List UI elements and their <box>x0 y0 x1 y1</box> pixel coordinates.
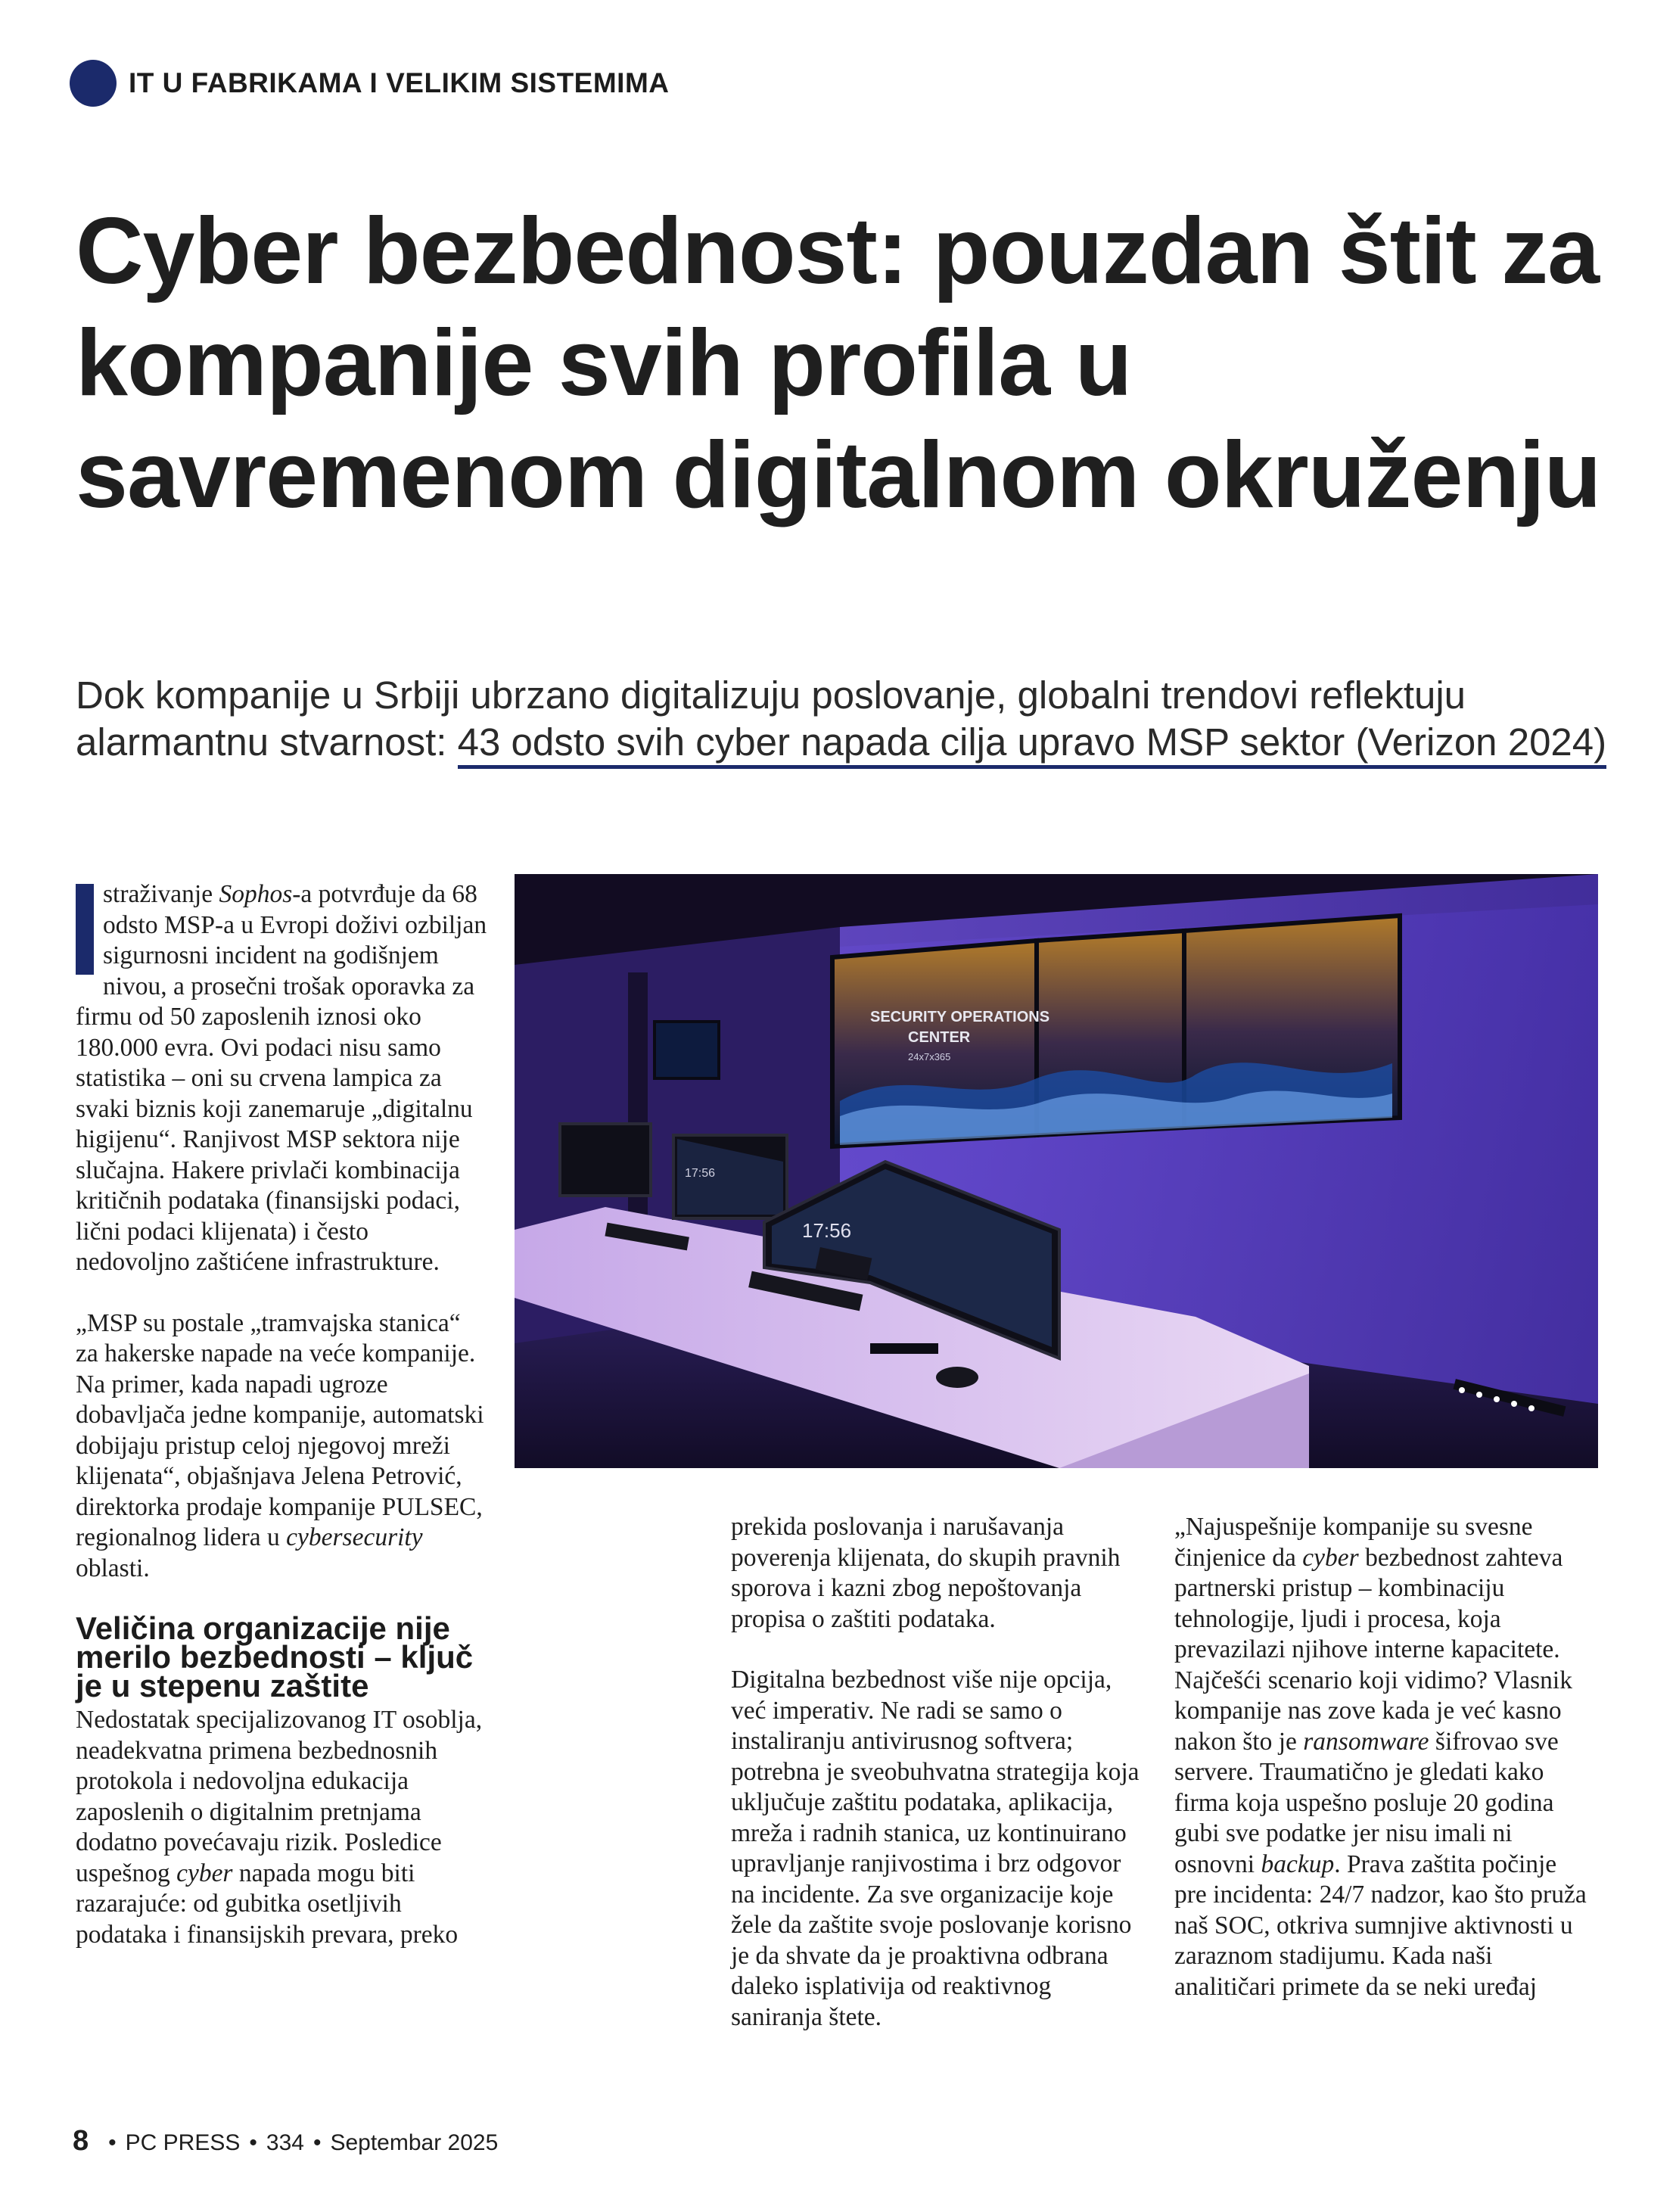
col1-paragraph-1 <box>76 879 488 1278</box>
col1-p3-emphasis: cyber <box>176 1859 233 1887</box>
monitor-time-small: 17:56 <box>685 1167 716 1180</box>
col2-paragraph-1: prekida poslovanja i narušavanja poverenja klijenata, do skupih pravnih sporova i kazni zbog nepoštovanja propisa o zaštiti podataka. <box>731 1513 1121 1633</box>
page-number: 8 <box>73 2125 89 2157</box>
page-footer <box>73 2125 498 2158</box>
col3-text-a: „Najuspešnije kompanije su svesne činjenice da <box>1174 1513 1533 1572</box>
col3-emphasis-1: cyber <box>1302 1543 1359 1572</box>
col3-text-d: . Prava zaštita počinje pre incidenta: 24/7 nadzor, kao što pruža naš SOC, otkriva sumnjive aktivnosti u zaraznom stadijumu. Kada naši analitičari primete da se neki uređaj <box>1174 1850 1587 2001</box>
article-lede <box>76 672 1619 766</box>
col1-paragraph-2 <box>76 1308 488 1585</box>
col1-p2-emphasis: cybersecurity <box>286 1523 423 1551</box>
section-label: IT U FABRIKAMA I VELIKIM SISTEMIMA <box>129 67 670 98</box>
drop-cap-bar <box>76 884 94 975</box>
footer-separator: • <box>313 2130 322 2155</box>
video-wall <box>832 916 1400 1146</box>
magazine-name: PC PRESS <box>125 2130 241 2155</box>
col1-p2-text-a: „MSP su postale „tramvajska stanica“ za hakerske napade na veće kompanije. Na primer, kada napadi ugroze dobavljača jedne kompanije, automatski dobijaju pristup celoj njegovoj mreži klijenata“, objašnjava Jelena Petrović, direktorka prodaje kompanije PULSEC, regionalnog lidera u <box>76 1308 484 1551</box>
footer-separator: • <box>108 2130 117 2155</box>
col2-paragraph-2: Digitalna bezbednost više nije opcija, već imperativ. Ne radi se samo o instaliranju antivirusnog softvera; potrebna je sveobuhvatna strategija koja uključuje zaštitu podataka, aplikacija, mreža i radnih stanica, uz kontinuirano upravljanje ranjivostima i brz odgovor na incidente. Za sve organizacije koje žele da zaštite svoje poslovanje korisno je da shvate da je proaktivna odbrana daleko isplativija od reaktivnog saniranja štete. <box>731 1666 1140 2031</box>
screen-title-1: SECURITY OPERATIONS <box>870 1009 1050 1025</box>
mouse <box>936 1367 978 1388</box>
col3-paragraph-1 <box>1174 1512 1590 2002</box>
issue-number: 334 <box>266 2130 304 2155</box>
screen-title-3: 24x7x365 <box>908 1051 951 1062</box>
issue-date: Septembar 2025 <box>330 2130 499 2155</box>
col1-p2-text-b: oblasti. <box>76 1554 150 1582</box>
small-wall-screen <box>655 1022 719 1078</box>
lede-text: Dok kompanije u Srbiji ubrzano digitalizuju poslovanje, globalni trendovi reflektuju alarmantnu stvarnost: <box>76 674 1466 764</box>
col1-p1-emphasis: Sophos <box>219 880 293 908</box>
col3-text-b: bezbednost zahteva partnerski pristup – kombinaciju tehnologije, ljudi i procesa, koja prevazilazi njihove interne kapacitete. Najčešći scenario koji vidimo? Vlasnik kompanije nas zove kada je već kasno nakon što je <box>1174 1543 1572 1756</box>
section-dot-icon <box>70 60 117 107</box>
col3-text-c: šifrovao sve servere. Traumatično je gledati kako firma koja uspešno posluje 20 godina gubi sve podatke jer nisu imali ni osnovni <box>1174 1727 1559 1878</box>
column-1 <box>76 879 488 1950</box>
column-3 <box>1174 1512 1590 2002</box>
soc-photo <box>515 874 1598 1468</box>
screen-title-2: CENTER <box>908 1029 971 1046</box>
subheading: Veličina organizacije nije merilo bezbednosti – ključ je u stepenu zaštite <box>76 1610 474 1703</box>
section-header <box>70 59 670 107</box>
col1-paragraph-3 <box>76 1705 488 1950</box>
col3-emphasis-2: ransomware <box>1303 1727 1429 1756</box>
col3-emphasis-3: backup <box>1261 1850 1335 1878</box>
footer-separator: • <box>249 2130 257 2155</box>
col1-p3-text-b: napada mogu biti razarajuće: od gubitka osetljivih podataka i finansijskih prevara, preko <box>76 1859 459 1949</box>
column-2 <box>731 1512 1143 2033</box>
col1-p1-text-a: straživanje <box>103 880 219 908</box>
article-title: Cyber bezbednost: pouzdan štit za kompanije svih profila u savremenom digitalnom okruženju <box>76 199 1601 527</box>
col1-p3-text-a: Nedostatak specijalizovanog IT osoblja, neadekvatna primena bezbednosnih protokola i nedovoljna edukacija zaposlenih o digitalnim pretnjama dodatno povećavaju rizik. Posledice uspešnog <box>76 1706 483 1887</box>
monitor-time-large: 17:56 <box>802 1219 852 1242</box>
col1-p1-text-b: -a potvrđuje da 68 odsto MSP-a u Evropi doživi ozbiljan sigurnosni incident na godišnjem nivou, a prosečni trošak oporavka za firmu od 50 zaposlenih iznosi oko 180.000 evra. Ovi podaci nisu samo statistika – oni su crvena lampica za svaki biznis koji zanemaruje „digitalnu higijenu“. Ranjivost MSP sektora nije slučajna. Hakere privlači kombinacija kritičnih podataka (finansijski podaci, lični podaci klijenata) i često nedovoljno zaštićene infrastrukture. <box>76 880 487 1276</box>
lede-highlight: 43 odsto svih cyber napada cilja upravo MSP sektor (Verizon 2024) <box>458 720 1607 769</box>
